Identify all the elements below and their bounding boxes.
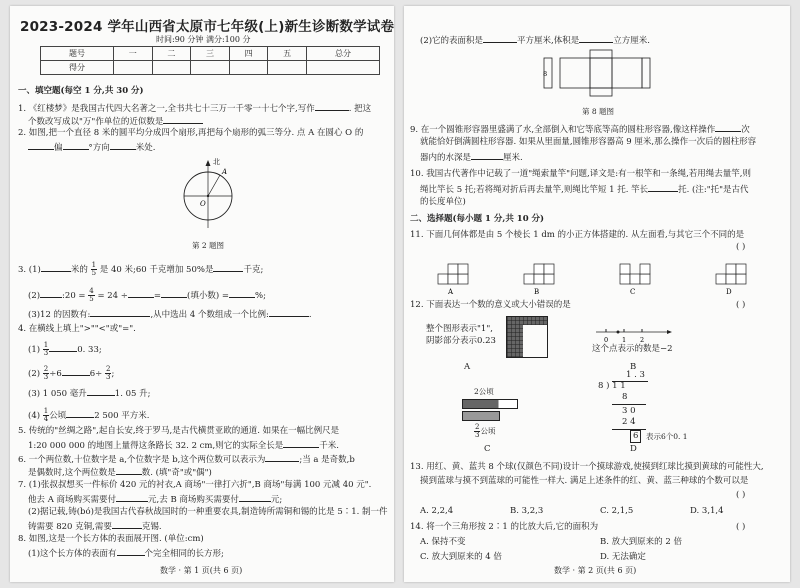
question-text: . 把这 [348, 104, 372, 114]
score-header-cell: 二 [152, 47, 191, 61]
question-6 [18, 453, 355, 466]
answer-blank[interactable] [40, 289, 62, 298]
question-text: 数. (填"奇"或"偶") [141, 468, 212, 478]
score-cell[interactable] [113, 61, 152, 75]
question-text: 铸需要 820 克铜,需要 [28, 522, 112, 532]
score-row-label: 得分 [41, 61, 114, 75]
question-text: 元; [270, 495, 283, 505]
score-row [41, 61, 380, 75]
denominator: 3 [43, 349, 49, 357]
option-label: A [448, 288, 454, 296]
answer-blank[interactable] [49, 343, 77, 352]
answer-blank[interactable] [117, 547, 145, 556]
option-d-note: 表示6个0. 1 [646, 432, 688, 441]
question-text: (3) 1 050 毫升 [28, 389, 87, 399]
question-text: 0. 33; [77, 345, 102, 355]
question-text: 是偶数时,这个两位数是 [28, 468, 116, 478]
question-text: 厘米. [503, 153, 523, 163]
question-text: 1. 《红楼梦》是我国古代四大名著之一,全书共七十三万一千零一十七个字,写作 [18, 104, 315, 114]
answer-blank[interactable] [648, 183, 678, 192]
question-text: 平方厘米,体积是 [517, 36, 580, 46]
answer-blank[interactable] [110, 141, 136, 150]
question-text: (1)这个长方体的表面有 [28, 549, 117, 559]
question-text: 6. 一个两位数,十位数字是 a,个位数字是 b,这个两位数可以表示为 [18, 455, 266, 465]
answer-blank[interactable] [161, 289, 187, 298]
tick-label: 0 [604, 336, 609, 344]
point-a-label: A [222, 168, 228, 176]
answer-blank[interactable] [112, 520, 142, 529]
question-14: 14. 将一个三角形按 2∶1 的比放大后,它的面积为 [410, 522, 599, 532]
score-cell[interactable] [191, 61, 230, 75]
answer-blank[interactable] [41, 263, 71, 272]
question-text: (2) [28, 369, 41, 379]
answer-blank[interactable] [163, 115, 203, 124]
question-7-2: (2)据记载,铸(bó)是我国古代春秋战国时的一种重要农具,制造铸所需铜和锡的比是 5∶1. 制一件 [28, 507, 388, 517]
choice-option[interactable]: B. 3,2,3 [510, 506, 544, 516]
denominator: 4 [43, 415, 49, 423]
page-footer: 数学 · 第 2 页(共 6 页) [554, 566, 637, 575]
circle-figure [180, 154, 240, 244]
question-text: 3. (1) [18, 265, 41, 275]
numerator: 2 [43, 365, 49, 373]
answer-blank[interactable] [239, 493, 271, 502]
box-net-figure [544, 46, 664, 106]
option-label: C [630, 288, 636, 296]
question-text: (2) [28, 291, 41, 301]
numerator: 1 [91, 261, 97, 269]
choice-option[interactable]: D. 无法确定 [600, 552, 646, 562]
question-text: . [308, 310, 312, 320]
score-header-cell: 总分 [306, 47, 379, 61]
question-10: 10. 我国古代著作中记载了一道"绳索量竿"问题,译文是:有一根竿和一条绳,若用绳去量竿,则 [410, 169, 752, 179]
numerator: 4 [89, 287, 94, 295]
question-text: %; [255, 291, 266, 301]
question-4-3 [28, 387, 150, 400]
question-text: 个数改写成以"万"作单位的近似数是 [28, 117, 164, 127]
question-10-cont2: 的长度单位) [420, 197, 466, 207]
answer-blank[interactable] [579, 34, 613, 43]
denominator: 3 [475, 431, 480, 439]
score-cell[interactable] [306, 61, 379, 75]
score-header-cell: 三 [191, 47, 230, 61]
score-header-cell: 一 [113, 47, 152, 61]
choice-option[interactable]: C. 放大到原来的 4 倍 [420, 552, 502, 562]
question-3-3 [28, 308, 312, 321]
answer-blank[interactable] [283, 439, 319, 448]
answer-blank[interactable] [90, 308, 150, 317]
option-label: B [630, 362, 637, 372]
answer-blank[interactable] [116, 466, 142, 475]
answer-blank[interactable] [715, 123, 741, 132]
cube-options-figure [434, 252, 754, 296]
question-2-cont [28, 141, 155, 154]
question-text: (2)它的表面积是 [420, 36, 484, 46]
question-text: = [153, 291, 162, 301]
question-8-1 [28, 547, 224, 560]
section-heading: 一、填空题(每空 1 分,共 30 分) [18, 86, 144, 96]
option-label: C [484, 444, 491, 454]
question-1-cont [28, 115, 203, 128]
question-8: 8. 如图,这是一个长方体的表面展开图. (单位:cm) [18, 534, 204, 544]
answer-paren[interactable]: ( ) [736, 300, 746, 310]
exam-info: 时间:90 分钟 满分:100 分 [156, 35, 251, 44]
choice-option[interactable]: D. 3,1,4 [690, 506, 724, 516]
question-4-1 [28, 342, 102, 357]
question-12: 12. 下面表达一个数的意义或大小错误的是 [410, 300, 571, 310]
question-text: °方向 [88, 143, 110, 153]
answer-blank[interactable] [213, 263, 243, 272]
question-text: 9. 在一个圆锥形容器里盛满了水,全部倒入和它等底等高的圆柱形容器,像这样操作 [410, 125, 716, 135]
question-4-2 [28, 366, 114, 381]
answer-blank[interactable] [116, 493, 148, 502]
question-text: 次 [741, 125, 750, 135]
option-a-text: 整个图形表示"1", [426, 324, 493, 334]
question-text: 立方厘米. [613, 36, 650, 46]
question-text: 个完全相同的长方形; [144, 549, 224, 559]
question-text: (3)12 的因数有: [28, 310, 91, 320]
point-o-label: O [200, 200, 206, 208]
numerator: 2 [475, 423, 480, 431]
question-text: 托. (注:"托"是古代 [678, 185, 749, 195]
question-text: 是 40 米;60 千克增加 50%是 [99, 265, 214, 275]
dimension-label: 8 [543, 70, 548, 78]
division-line: 3 0 [622, 406, 636, 416]
question-10-cont [420, 183, 749, 196]
question-7-cont [28, 493, 282, 506]
answer-blank[interactable] [28, 141, 54, 150]
answer-paren[interactable]: ( ) [736, 242, 746, 252]
exam-page-2 [404, 6, 790, 582]
score-cell[interactable] [229, 61, 268, 75]
answer-blank[interactable] [66, 409, 94, 418]
question-3-2 [28, 288, 266, 303]
score-header-cell: 四 [229, 47, 268, 61]
division-line: 8 [622, 392, 628, 402]
page-footer: 数学 · 第 1 页(共 6 页) [160, 566, 243, 575]
answer-blank[interactable] [265, 453, 299, 462]
question-text: = 24 ÷ [97, 291, 128, 301]
choice-option[interactable]: C. 2,1,5 [600, 506, 634, 516]
question-text: 元,去 B 商场购买需要付 [148, 495, 239, 505]
question-11: 11. 下面几何体都是由 5 个棱长 1 dm 的小正方体搭建的. 从左面看,与其它三个不同的是 [410, 230, 745, 240]
tick-label: 1 [622, 336, 627, 344]
figure-caption: 第 8 题图 [582, 107, 615, 116]
option-label: A [464, 362, 471, 372]
answer-paren[interactable]: ( ) [736, 490, 746, 500]
question-9-cont: 就能恰好倒满圆柱形容器. 如果从里面量,圆锥形容器高 9 厘米,那么操作一次后的圆柱形容 [420, 137, 757, 147]
question-text: :20 = [62, 291, 86, 301]
option-b-text: 这个点表示的数是−2 [592, 344, 673, 354]
question-text: 1. 05 升; [114, 389, 151, 399]
division-line: 6 [630, 430, 641, 443]
answer-blank[interactable] [63, 141, 89, 150]
numerator: 1 [43, 341, 49, 349]
question-text: 器内的水深是 [420, 153, 472, 163]
score-header-cell: 题号 [41, 47, 114, 61]
answer-paren[interactable]: ( ) [736, 522, 746, 532]
unit-label: 公顷 [480, 426, 496, 436]
number-line [594, 322, 674, 342]
numerator: 2 [105, 365, 111, 373]
score-cell[interactable] [152, 61, 191, 75]
page-title: 2023-2024 学年山西省太原市七年级(上)新生诊断数学试卷 [20, 19, 395, 35]
question-text: (1) [28, 345, 41, 355]
question-text: 绳比竿长 5 托;若将绳对折后再去量竿,则绳比竿短 1 托. 竿长 [420, 185, 649, 195]
answer-blank[interactable] [483, 34, 517, 43]
question-7: 7. (1)张叔叔想买一件标价 420 元的衬衣,A 商场"一律打六折",B 商场"每满 100 元减 40 元". [18, 480, 372, 490]
north-label: 北 [213, 158, 220, 166]
fraction [91, 262, 97, 277]
question-text: ; [111, 369, 115, 379]
option-label: D [630, 444, 637, 454]
score-header-row [41, 47, 380, 61]
denominator: 5 [91, 269, 97, 277]
answer-blank[interactable] [315, 102, 349, 111]
area-bar [462, 411, 500, 421]
division-line: 2 4 [622, 417, 636, 427]
question-text: 千克; [243, 265, 264, 275]
answer-blank[interactable] [62, 367, 90, 376]
question-text: 他去 A 商场购买需要付 [28, 495, 117, 505]
question-text: 米处. [135, 143, 156, 153]
question-1 [18, 102, 371, 115]
option-c-top: 2公顷 [474, 387, 494, 396]
exam-page-1 [10, 6, 394, 582]
question-text: 1:20 000 000 的地图上量得这条路长 32. 2 cm,则它的实际全长是 [28, 441, 284, 451]
question-text: 克锡. [141, 522, 162, 532]
question-text: ;当 a 是奇数,b [299, 455, 355, 465]
question-text: ,从中选出 4 个数组成一个比例: [150, 310, 269, 320]
question-13: 13. 用红、黄、蓝共 8 个球(仅颜色不同)设计一个摸球游戏,使摸到红球比摸到黄球的可能性大, [410, 462, 764, 472]
question-7-2-cont [28, 520, 162, 533]
question-13-cont: 摸到蓝球与摸不到蓝球的可能性一样大. 满足上述条件的红、黄、蓝三种球的个数可以是 [420, 476, 749, 486]
question-4-4 [28, 408, 149, 423]
answer-blank[interactable] [229, 289, 255, 298]
numerator: 1 [43, 407, 49, 415]
figure-caption: 第 2 题图 [192, 241, 225, 250]
question-text: 公顷 [49, 411, 67, 421]
long-division [598, 370, 694, 450]
question-text: 偏 [54, 143, 63, 153]
score-table [40, 46, 380, 75]
section-heading: 二、选择题(每小题 1 分,共 10 分) [410, 214, 545, 224]
question-9 [410, 123, 750, 136]
denominator: 5 [89, 295, 94, 303]
answer-blank[interactable] [471, 151, 503, 160]
question-2: 2. 如图,把一个直径 8 米的圆平均分成四个扇形,再把每个扇形的弧三等分. 点 A 在圆心 O 的 [18, 128, 364, 138]
question-text: 千米. [319, 441, 339, 451]
choice-option[interactable]: A. 保持不变 [420, 537, 466, 547]
question-5: 5. 传统的"丝绸之路",起自长安,终于罗马,是古代横贯亚欧的通道. 如果在一幅比例尺是 [18, 426, 340, 436]
hundred-grid [506, 316, 548, 358]
question-text: ÷6 [49, 369, 62, 379]
denominator: 3 [105, 373, 111, 381]
option-label: D [726, 288, 732, 296]
question-text: 2 500 平方米. [94, 411, 150, 421]
area-bar [462, 399, 518, 409]
answer-blank[interactable] [269, 308, 309, 317]
option-a-text: 阴影部分表示0.23 [426, 336, 496, 346]
question-3-1 [18, 262, 263, 277]
choice-option[interactable]: B. 放大到原来的 2 倍 [600, 537, 682, 547]
fraction [88, 288, 94, 303]
option-label: B [534, 288, 540, 296]
question-text: (4) [28, 411, 41, 421]
question-6-cont [28, 466, 212, 479]
question-4: 4. 在横线上填上">""<"或"=". [18, 324, 136, 334]
tick-label: 2 [640, 336, 645, 344]
question-text: (填小数) = [187, 291, 229, 301]
option-c-bottom [474, 424, 495, 439]
division-line: 1 . 3 [626, 370, 645, 380]
score-header-cell: 五 [268, 47, 307, 61]
answer-blank[interactable] [128, 289, 154, 298]
question-text: 6÷ [89, 369, 103, 379]
denominator: 3 [43, 373, 49, 381]
division-line: 8 ) 1 1 [598, 381, 626, 391]
answer-blank[interactable] [87, 387, 115, 396]
question-5-cont [28, 439, 339, 452]
choice-option[interactable]: A. 2,2,4 [420, 506, 454, 516]
score-cell[interactable] [268, 61, 307, 75]
question-9-cont2 [420, 151, 523, 164]
question-text: 米的 [70, 265, 88, 275]
